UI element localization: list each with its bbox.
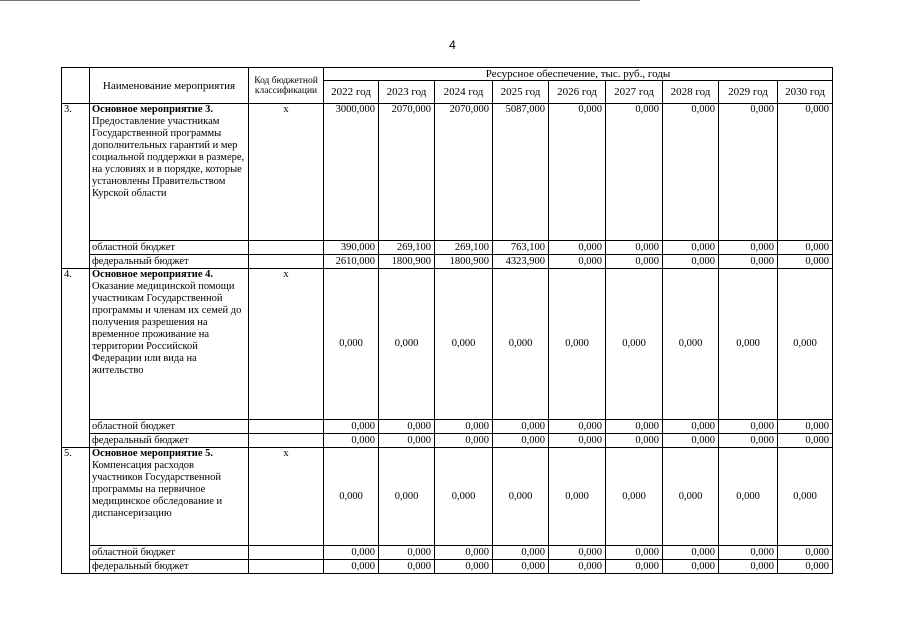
value-cell: 0,000 [663, 420, 719, 434]
value-cell: 0,000 [435, 420, 493, 434]
value-cell: 0,000 [379, 546, 435, 560]
table-row [62, 269, 833, 420]
value-cell: 0,000 [549, 269, 606, 420]
resource-table [61, 67, 833, 574]
measure-description: Компенсация расходов участников Государственной программы на первичное медицинское обследование и диспансеризацию [92, 460, 223, 519]
value-cell: 0,000 [778, 255, 833, 269]
value-cell: 0,000 [549, 546, 606, 560]
value-cell: 1800,900 [379, 255, 435, 269]
value-cell: 0,000 [606, 546, 663, 560]
value-cell: 0,000 [778, 420, 833, 434]
measure-cell [90, 104, 249, 241]
header-year: 2022 год [324, 81, 379, 104]
value-cell: 390,000 [324, 241, 379, 255]
value-cell: 4323,900 [493, 255, 549, 269]
regional-budget-label: областной бюджет [90, 420, 249, 434]
value-cell: 0,000 [663, 104, 719, 241]
value-cell: 0,000 [324, 434, 379, 448]
measure-description: Предоставление участникам Государственной программы дополнительных гарантий и мер социальной поддержки в размере, на условиях и в порядке, которые установлены Правительством Курской области [92, 116, 245, 199]
regional-budget-label: областной бюджет [90, 546, 249, 560]
value-cell: 763,100 [493, 241, 549, 255]
value-cell: 0,000 [778, 104, 833, 241]
value-cell: 0,000 [606, 104, 663, 241]
table-row [62, 434, 833, 448]
row-number: 5. [62, 448, 90, 574]
header-name: Наименование мероприятия [90, 68, 249, 104]
value-cell: 0,000 [324, 269, 379, 420]
value-cell: 0,000 [606, 255, 663, 269]
value-cell: 0,000 [549, 241, 606, 255]
measure-title: Основное мероприятие 3. [92, 104, 214, 115]
table-row [62, 546, 833, 560]
header-resources: Ресурсное обеспечение, тыс. руб., годы [324, 68, 833, 81]
empty-cell [249, 255, 324, 269]
value-cell: 0,000 [663, 269, 719, 420]
table-row [62, 420, 833, 434]
value-cell: 269,100 [379, 241, 435, 255]
header-year: 2027 год [606, 81, 663, 104]
table-row [62, 255, 833, 269]
value-cell: 0,000 [663, 255, 719, 269]
value-cell: 0,000 [379, 434, 435, 448]
empty-cell [249, 546, 324, 560]
value-cell: 0,000 [606, 434, 663, 448]
header-year: 2025 год [493, 81, 549, 104]
value-cell: 0,000 [324, 560, 379, 574]
page-number: 4 [449, 38, 456, 52]
value-cell: 0,000 [324, 420, 379, 434]
value-cell: 0,000 [379, 560, 435, 574]
budget-code: x [249, 104, 324, 241]
budget-code: x [249, 448, 324, 546]
value-cell: 0,000 [663, 546, 719, 560]
measure-title: Основное мероприятие 5. [92, 448, 214, 459]
value-cell: 2070,000 [379, 104, 435, 241]
value-cell: 0,000 [606, 241, 663, 255]
header-year: 2023 год [379, 81, 435, 104]
value-cell: 0,000 [549, 448, 606, 546]
value-cell: 0,000 [778, 448, 833, 546]
header-year: 2029 год [719, 81, 778, 104]
header-code: Код бюджетной классификации [249, 68, 324, 104]
header-year: 2024 год [435, 81, 493, 104]
header-num [62, 68, 90, 104]
value-cell: 0,000 [549, 560, 606, 574]
value-cell: 0,000 [493, 560, 549, 574]
value-cell: 0,000 [719, 420, 778, 434]
value-cell: 0,000 [324, 546, 379, 560]
row-number: 4. [62, 269, 90, 448]
measure-description: Оказание медицинской помощи участникам Государственной программы и членам их семей до получения разрешения на временное проживание на территории Российской Федерации или вида на жительство [92, 281, 242, 376]
value-cell: 0,000 [435, 448, 493, 546]
row-number: 3. [62, 104, 90, 269]
measure-cell [90, 448, 249, 546]
value-cell: 0,000 [719, 241, 778, 255]
value-cell: 0,000 [778, 560, 833, 574]
value-cell: 0,000 [663, 448, 719, 546]
value-cell: 0,000 [606, 560, 663, 574]
value-cell: 0,000 [493, 448, 549, 546]
value-cell: 0,000 [493, 420, 549, 434]
value-cell: 0,000 [778, 241, 833, 255]
value-cell: 0,000 [606, 420, 663, 434]
measure-cell [90, 269, 249, 420]
value-cell: 0,000 [719, 448, 778, 546]
value-cell: 5087,000 [493, 104, 549, 241]
value-cell: 0,000 [663, 241, 719, 255]
value-cell: 0,000 [719, 546, 778, 560]
value-cell: 0,000 [663, 560, 719, 574]
empty-cell [249, 434, 324, 448]
value-cell: 0,000 [493, 546, 549, 560]
federal-budget-label: федеральный бюджет [90, 560, 249, 574]
value-cell: 0,000 [778, 434, 833, 448]
value-cell: 0,000 [493, 434, 549, 448]
value-cell: 2070,000 [435, 104, 493, 241]
empty-cell [249, 241, 324, 255]
header-year: 2026 год [549, 81, 606, 104]
empty-cell [249, 420, 324, 434]
value-cell: 0,000 [379, 269, 435, 420]
empty-cell [249, 560, 324, 574]
value-cell: 0,000 [435, 546, 493, 560]
value-cell: 0,000 [719, 434, 778, 448]
value-cell: 1800,900 [435, 255, 493, 269]
value-cell: 0,000 [549, 420, 606, 434]
value-cell: 0,000 [663, 434, 719, 448]
value-cell: 0,000 [379, 420, 435, 434]
value-cell: 0,000 [719, 269, 778, 420]
regional-budget-label: областной бюджет [90, 241, 249, 255]
value-cell: 0,000 [493, 269, 549, 420]
table-row [62, 104, 833, 241]
value-cell: 0,000 [606, 269, 663, 420]
value-cell: 0,000 [719, 560, 778, 574]
value-cell: 0,000 [778, 546, 833, 560]
value-cell: 269,100 [435, 241, 493, 255]
measure-title: Основное мероприятие 4. [92, 269, 214, 280]
value-cell: 2610,000 [324, 255, 379, 269]
value-cell: 0,000 [606, 448, 663, 546]
federal-budget-label: федеральный бюджет [90, 434, 249, 448]
value-cell: 0,000 [435, 269, 493, 420]
value-cell: 0,000 [435, 560, 493, 574]
table-row [62, 560, 833, 574]
value-cell: 0,000 [435, 434, 493, 448]
header-year: 2028 год [663, 81, 719, 104]
value-cell: 0,000 [719, 104, 778, 241]
scan-top-edge [0, 0, 640, 2]
value-cell: 0,000 [719, 255, 778, 269]
value-cell: 3000,000 [324, 104, 379, 241]
table-row [62, 241, 833, 255]
header-year: 2030 год [778, 81, 833, 104]
value-cell: 0,000 [549, 434, 606, 448]
value-cell: 0,000 [778, 269, 833, 420]
federal-budget-label: федеральный бюджет [90, 255, 249, 269]
value-cell: 0,000 [549, 104, 606, 241]
value-cell: 0,000 [324, 448, 379, 546]
table-row [62, 448, 833, 546]
budget-code: x [249, 269, 324, 420]
value-cell: 0,000 [379, 448, 435, 546]
value-cell: 0,000 [549, 255, 606, 269]
